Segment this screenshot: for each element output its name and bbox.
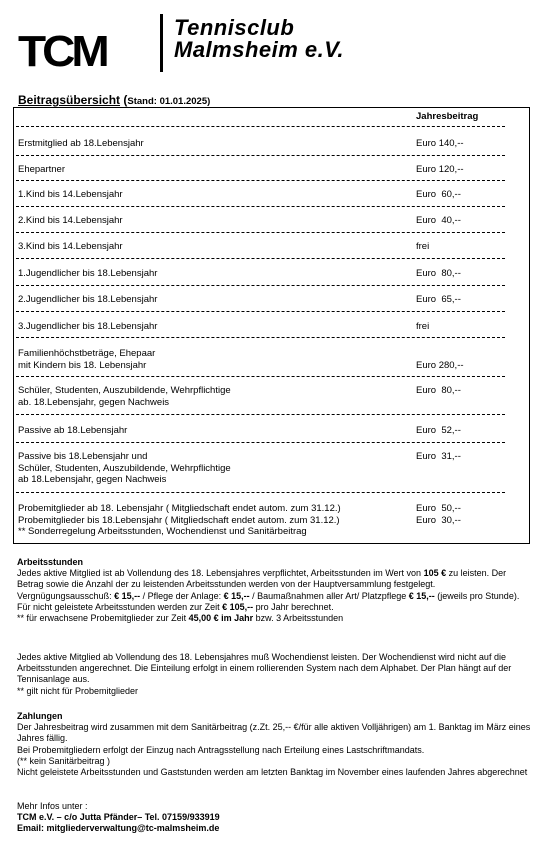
row-label: 2.Kind bis 14.Lebensjahr <box>18 215 123 226</box>
club-name-line2: Malmsheim e.V. <box>174 37 345 62</box>
zahlungen-abrechnung: Nicht geleistete Arbeitsstunden und Gaststunden werden am letzten Banktag im November eines laufenden Jahres abgerechnet <box>17 767 528 778</box>
row-label: 3.Kind bis 14.Lebensjahr <box>18 241 123 252</box>
page-title <box>18 93 210 107</box>
zahlungen-text: Der Jahresbeitrag wird zusammen mit dem Sanitärbeitrag (z.Zt. 25,-- €/für alle aktiven Volljährigen) am 1. Banktag im März eines Jahres fällig. <box>17 722 531 744</box>
row-label: Erstmitglied ab 18.Lebensjahr <box>18 138 144 149</box>
arbeitsstunden-heading: Arbeitsstunden <box>17 557 84 567</box>
row-separator <box>16 180 505 181</box>
arbeitsstunden-section <box>17 557 532 624</box>
row-value: frei <box>416 321 430 332</box>
row-separator <box>16 492 505 493</box>
row-value: Euro 60,-- <box>416 189 461 200</box>
row-value: Euro 50,-- Euro 30,-- <box>416 503 461 526</box>
row-separator <box>16 285 505 286</box>
row-label: Passive ab 18.Lebensjahr <box>18 425 128 436</box>
club-name-line1: Tennisclub <box>174 15 295 40</box>
club-name <box>174 17 344 61</box>
contact-intro: Mehr Infos unter : <box>17 801 88 811</box>
fee-table <box>13 107 530 544</box>
wochendienst-note: ** gilt nicht für Probemitglieder <box>17 685 139 696</box>
column-header: Jahresbeitrag <box>416 111 479 122</box>
contact-address: TCM e.V. – c/o Jutta Pfänder– Tel. 07159/933919 <box>17 812 220 823</box>
zahlungen-note: (** kein Sanitärbeitrag ) <box>17 755 111 766</box>
title-stand: Stand: 01.01.2025) <box>127 96 211 107</box>
zahlungen-heading: Zahlungen <box>17 711 63 721</box>
row-value: Euro 31,-- <box>416 451 461 462</box>
zahlungen-probe: Bei Probemitgliedern erfolgt der Einzug nach Antragsstellung nach Erteilung eines Lastschriftmandats. <box>17 744 425 755</box>
row-value: frei <box>416 241 430 252</box>
row-label: 3.Jugendlicher bis 18.Lebensjahr <box>18 321 158 332</box>
zahlungen-section <box>17 711 532 778</box>
row-label: 1.Kind bis 14.Lebensjahr <box>18 189 123 200</box>
arbeitsstunden-text: Jedes aktive Mitglied ist ab Vollendung des 18. Lebensjahres verpflichtet, Arbeitsstunden im Wert von 105 € zu leisten. Der Betrag sowie die Anzahl der zu leistenden Arbeitsstunden werden von der Hauptversammlung festgelegt. Vergnügungsausschuß: € 15,-- / Pflege der Anlage: € 15,-- / Baumaßnahmen aller Art/ Platzpflege € 15,-- (jeweils pro Stunde). <box>17 568 520 601</box>
row-separator <box>16 311 505 312</box>
row-value: Euro 80,-- <box>416 268 461 279</box>
row-label: Ehepartner <box>18 164 66 175</box>
arbeitsstunden-fee: Für nicht geleistete Arbeitsstunden werden zur Zeit € 105,-- pro Jahr berechnet. <box>17 601 334 612</box>
row-separator <box>16 376 505 377</box>
contact-email[interactable]: Email: mitgliederverwaltung@tc-malmsheim.de <box>17 823 220 834</box>
row-label: Schüler, Studenten, Auszubildende, Wehrpflichtige ab. 18.Lebensjahr, gegen Nachweis <box>18 385 231 408</box>
wochendienst-section <box>17 652 532 697</box>
row-label: Passive bis 18.Lebensjahr und Schüler, Studenten, Auszubildende, Wehrpflichtige ab 18.Lebensjahr, gegen Nachweis <box>18 451 231 485</box>
club-logo <box>18 14 538 76</box>
row-value: Euro 40,-- <box>416 215 461 226</box>
row-label: 2.Jugendlicher bis 18.Lebensjahr <box>18 294 158 305</box>
row-value: Euro 280,-- <box>416 359 464 371</box>
row-separator <box>16 442 505 443</box>
row-value: Euro 52,-- <box>416 425 461 436</box>
wochendienst-text: Jedes aktive Mitglied ab Vollendung des 18. Lebensjahres muß Wochendienst leisten. Der Wochendienst wird nicht auf die Arbeitsstunden angerechnet. Die Einteilung erfolgt in einem rollierenden System nach dem Alphabet. Der Plan hängt auf der Tennisanlage aus. <box>17 652 512 685</box>
title-main: Beitragsübersicht <box>18 93 121 107</box>
contact-section <box>17 801 532 835</box>
row-value: Euro 140,-- <box>416 138 464 149</box>
row-separator <box>16 126 505 127</box>
row-separator <box>16 232 505 233</box>
row-label: 1.Jugendlicher bis 18.Lebensjahr <box>18 268 158 279</box>
row-value: Euro 80,-- <box>416 385 461 396</box>
logo-divider <box>160 14 163 72</box>
row-label: Probemitglieder ab 18. Lebensjahr ( Mitgliedschaft endet autom. zum 31.12.) Probemitglieder bis 18.Lebensjahr ( Mitgliedschaft endet autom. zum 31.12.) ** Sonderregelung Arbeitsstunden, Wochendienst und Sanitärbeitrag <box>18 503 341 537</box>
row-separator <box>16 414 505 415</box>
row-separator <box>16 206 505 207</box>
logo-mark: TCM <box>18 26 106 76</box>
title-paren: ( <box>123 93 128 107</box>
row-label: Familienhöchstbeträge, Ehepaar mit Kindern bis 18. Lebensjahr <box>18 348 156 371</box>
arbeitsstunden-probe: ** für erwachsene Probemitglieder zur Zeit 45,00 € im Jahr bzw. 3 Arbeitsstunden <box>17 613 344 624</box>
row-separator <box>16 258 505 259</box>
row-value: Euro 65,-- <box>416 294 461 305</box>
row-separator <box>16 337 505 338</box>
row-value: Euro 120,-- <box>416 164 464 175</box>
row-separator <box>16 155 505 156</box>
